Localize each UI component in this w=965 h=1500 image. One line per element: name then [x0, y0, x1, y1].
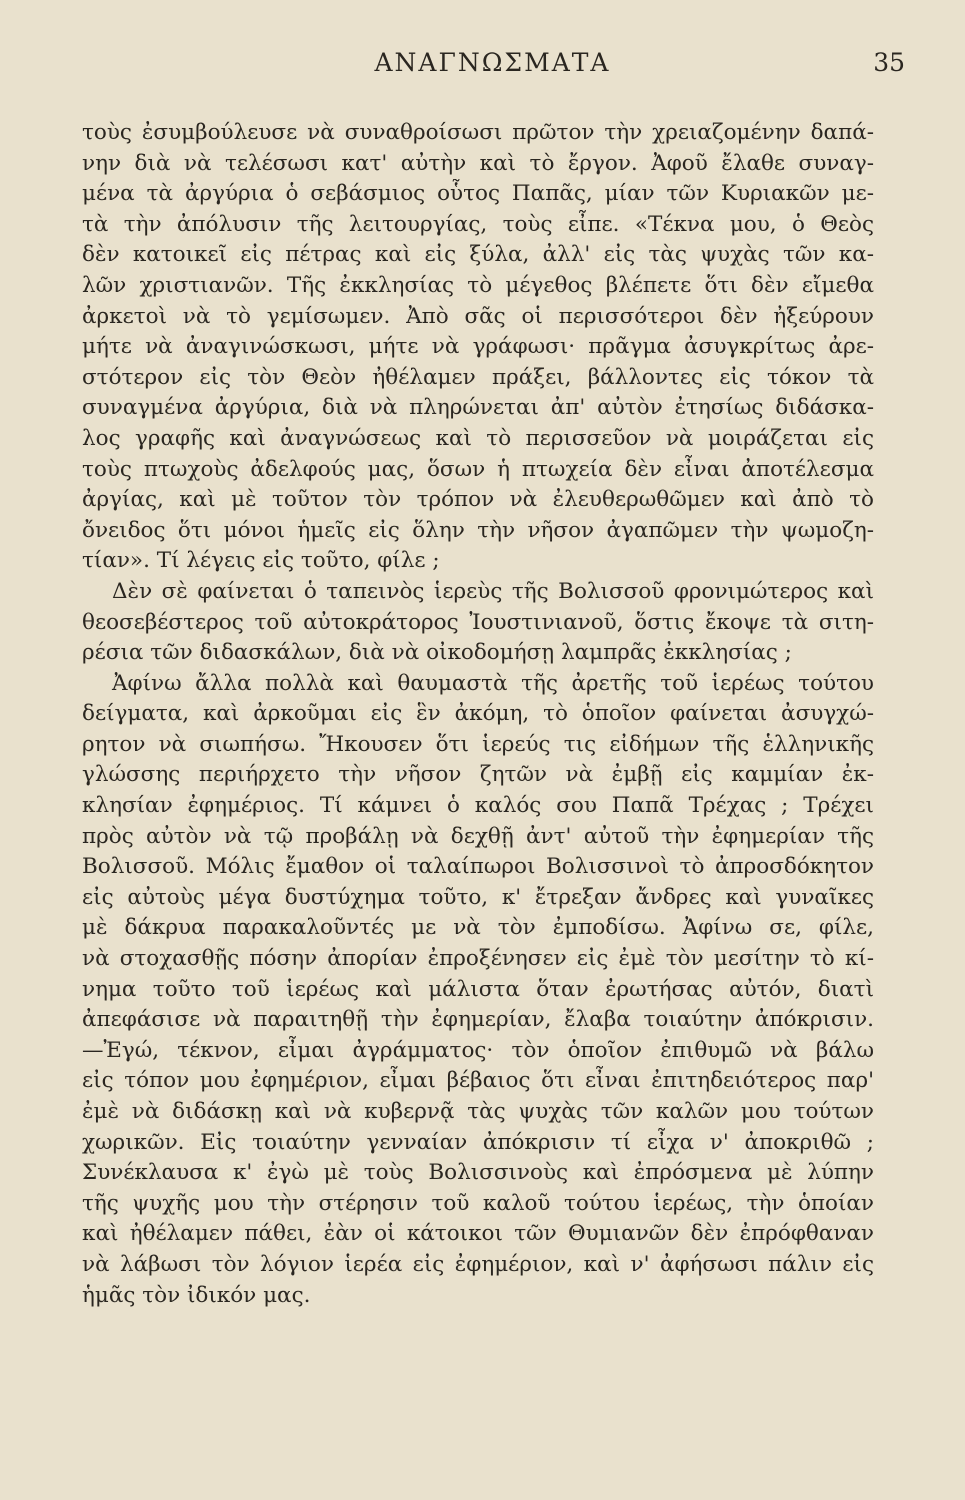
text-line: εἰς αὐτοὺς μέγα δυστύχημα τοῦτο, κ' ἔτρεξαν ἄνδρες καὶ γυναῖκες [82, 884, 874, 910]
text-line: μὲ δάκρυα παρακαλοῦντές με νὰ τὸν ἐμποδίσω. Ἀφίνω σε, φίλε, [82, 915, 874, 941]
running-title: ΑΝΑΓΝΩΣΜΑΤΑ [374, 48, 611, 77]
text-line: Δὲν σὲ φαίνεται ὁ ταπεινὸς ἱερεὺς τῆς Βολισσοῦ φρονιμώτερος καὶ [112, 578, 874, 604]
text-line: δὲν κατοικεῖ εἰς πέτρας καὶ εἰς ξύλα, ἀλλ' εἰς τὰς ψυχὰς τῶν κα- [82, 242, 874, 268]
text-line: νὰ λάβωσι τὸν λόγιον ἱερέα εἰς ἐφημέριον, καὶ ν' ἀφήσωσι πάλιν εἰς [82, 1251, 874, 1277]
text-line: ρέσια τῶν διδασκάλων, διὰ νὰ οἰκοδομήσῃ λαμπρᾶς ἐκκλησίας ; [82, 640, 792, 666]
page-number: 35 [873, 48, 905, 77]
text-line: θεοσεβέστερος τοῦ αὐτοκράτορος Ἰουστινιανοῦ, ὅστις ἔκοψε τὰ σιτη- [82, 609, 874, 635]
text-line: Ἀφίνω ἄλλα πολλὰ καὶ θαυμαστὰ τῆς ἀρετῆς τοῦ ἱερέως τούτου [112, 670, 874, 696]
text-line: κλησίαν ἐφημέριος. Τί κάμνει ὁ καλός σου Παπᾶ Τρέχας ; Τρέχει [82, 793, 874, 819]
text-line: ἀρκετοὶ νὰ τὸ γεμίσωμεν. Ἀπὸ σᾶς οἱ περισσότεροι δὲν ἠξεύρουν [82, 303, 874, 329]
text-line: στότερον εἰς τὸν Θεὸν ἠθέλαμεν πράξει, βάλλοντες εἰς τόκον τὰ [82, 364, 874, 390]
text-line: χωρικῶν. Εἰς τοιαύτην γενναίαν ἀπόκρισιν τί εἶχα ν' ἀποκριθῶ ; [82, 1129, 874, 1155]
page-header [80, 48, 905, 88]
text-line: Βολισσοῦ. Μόλις ἔμαθον οἱ ταλαίπωροι Βολισσινοὶ τὸ ἀπροσδόκητον [82, 854, 874, 880]
text-line: γλώσσης περιήρχετο τὴν νῆσον ζητῶν νὰ ἐμβῇ εἰς καμμίαν ἐκ- [82, 762, 874, 788]
text-line: μένα τὰ ἀργύρια ὁ σεβάσμιος οὗτος Παπᾶς, μίαν τῶν Κυριακῶν με- [82, 181, 874, 207]
body-text [82, 118, 874, 1311]
text-line: δείγματα, καὶ ἀρκοῦμαι εἰς ἓν ἀκόμη, τὸ ὁποῖον φαίνεται ἀσυγχώ- [82, 701, 874, 727]
text-line: πρὸς αὐτὸν νὰ τῷ προβάλῃ νὰ δεχθῇ ἀντ' αὐτοῦ τὴν ἐφημερίαν τῆς [82, 823, 874, 849]
text-line: τίαν». Τί λέγεις εἰς τοῦτο, φίλε ; [82, 548, 440, 574]
text-line: τὰ τὴν ἀπόλυσιν τῆς λειτουργίας, τοὺς εἶπε. «Τέκνα μου, ὁ Θεὸς [82, 211, 874, 237]
text-line: νὰ στοχασθῇς πόσην ἀπορίαν ἐπροξένησεν εἰς ἐμὲ τὸν μεσίτην τὸ κί- [82, 946, 874, 972]
text-line: καὶ ἠθέλαμεν πάθει, ἐὰν οἱ κάτοικοι τῶν Θυμιανῶν δὲν ἐπρόφθαναν [82, 1221, 874, 1247]
text-line: λῶν χριστιανῶν. Τῆς ἐκκλησίας τὸ μέγεθος βλέπετε ὅτι δὲν εἴμεθα [82, 272, 874, 298]
text-line: νην διὰ νὰ τελέσωσι κατ' αὐτὴν καὶ τὸ ἔργον. Ἀφοῦ ἔλαθε συναγ- [82, 150, 874, 176]
text-line: ρητον νὰ σιωπήσω. Ἤκουσεν ὅτι ἱερεύς τις εἰδήμων τῆς ἑλληνικῆς [82, 731, 874, 757]
text-line: εἰς τόπον μου ἐφημέριον, εἶμαι βέβαιος ὅτι εἶναι ἐπιτηδειότερος παρ' [82, 1068, 874, 1094]
text-line: μήτε νὰ ἀναγινώσκωσι, μήτε νὰ γράφωσι· πρᾶγμα ἀσυγκρίτως ἀρε- [82, 334, 874, 360]
text-line: ἀργίας, καὶ μὲ τοῦτον τὸν τρόπον νὰ ἐλευθερωθῶμεν καὶ ἀπὸ τὸ [82, 487, 874, 513]
text-line: λος γραφῆς καὶ ἀναγνώσεως καὶ τὸ περισσεῦον νὰ μοιράζεται εἰς [82, 425, 874, 451]
text-line: ἡμᾶς τὸν ἰδικόν μας. [82, 1282, 311, 1308]
text-line: —Ἐγώ, τέκνον, εἶμαι ἀγράμματος· τὸν ὁποῖον ἐπιθυμῶ νὰ βάλω [82, 1037, 874, 1063]
text-line: νημα τοῦτο τοῦ ἱερέως καὶ μάλιστα ὅταν ἐρωτήσας αὐτόν, διατὶ [82, 976, 874, 1002]
text-line: τοὺς ἐσυμβούλευσε νὰ συναθροίσωσι πρῶτον τὴν χρειαζομένην δαπά- [82, 120, 874, 145]
text-line: τοὺς πτωχοὺς ἀδελφούς μας, ὅσων ἡ πτωχεία δὲν εἶναι ἀποτέλεσμα [82, 456, 874, 482]
text-line: ἐμὲ νὰ διδάσκῃ καὶ νὰ κυβερνᾷ τὰς ψυχὰς τῶν καλῶν μου τούτων [82, 1099, 874, 1124]
text-line: συναγμένα ἀργύρια, διὰ νὰ πληρώνεται ἀπ' αὐτὸν ἐτησίως διδάσκα- [82, 395, 874, 421]
text-line: Συνέκλαυσα κ' ἐγὼ μὲ τοὺς Βολισσινοὺς καὶ ἐπρόσμενα μὲ λύπην [82, 1160, 874, 1186]
text-line: ὄνειδος ὅτι μόνοι ἡμεῖς εἰς ὅλην τὴν νῆσον ἀγαπῶμεν τὴν ψωμοζη- [82, 517, 874, 543]
text-line: τῆς ψυχῆς μου τὴν στέρησιν τοῦ καλοῦ τούτου ἱερέως, τὴν ὁποίαν [82, 1190, 874, 1216]
text-line: ἀπεφάσισε νὰ παραιτηθῇ τὴν ἐφημερίαν, ἔλαβα τοιαύτην ἀπόκρισιν. [82, 1007, 874, 1033]
